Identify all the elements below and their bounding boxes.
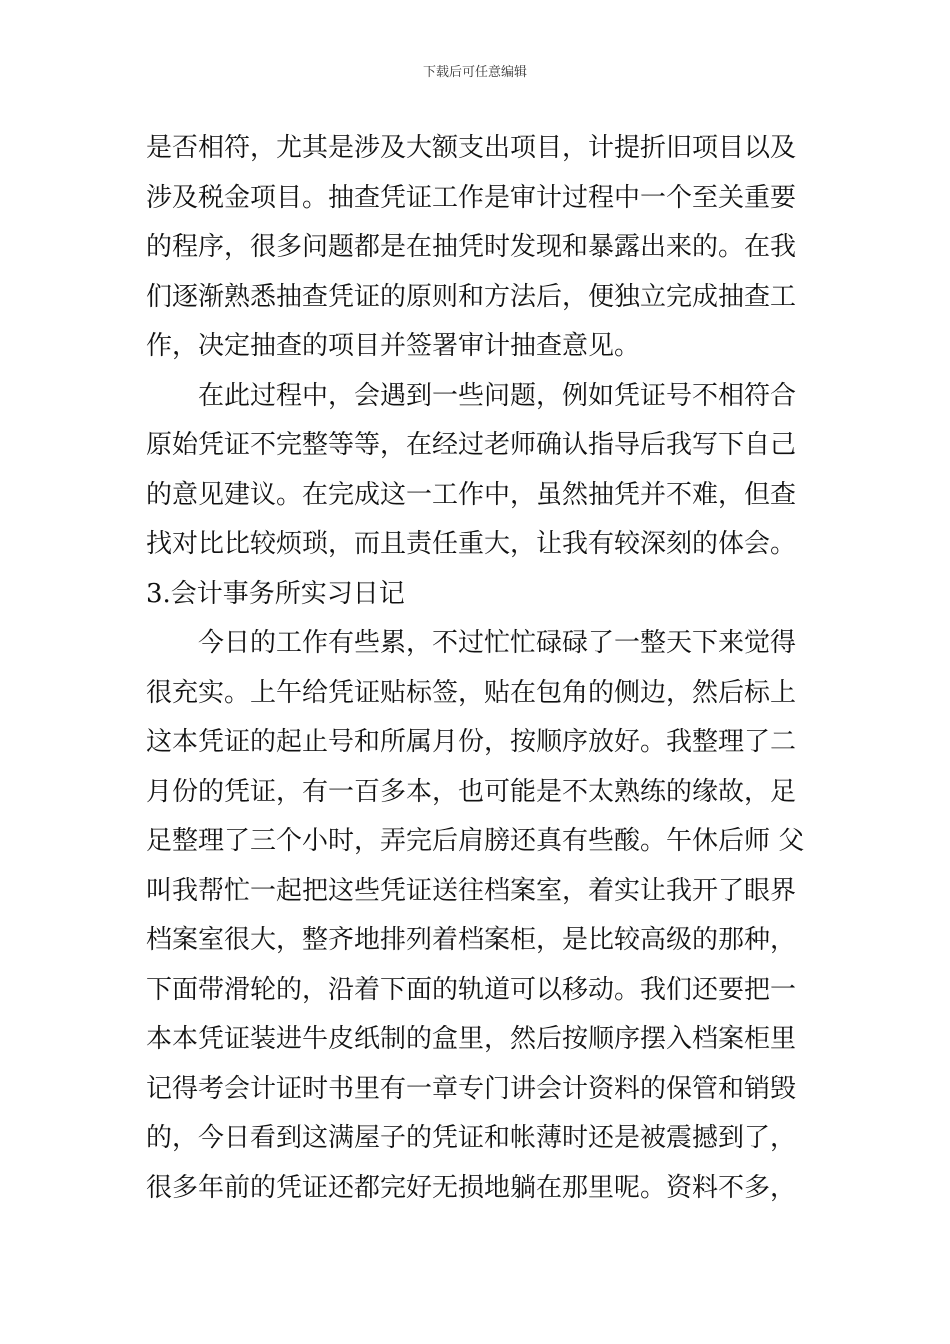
text-line: 月份的凭证，有一百多本，也可能是不太熟练的缘故，足	[146, 776, 797, 807]
text-line: 原始凭证不完整等等，在经过老师确认指导后我写下自己	[146, 430, 797, 460]
text-line: 是否相符，尤其是涉及大额支出项目，计提折旧项目以及	[146, 133, 797, 163]
text-line: 很多年前的凭证还都完好无损地躺在那里呢。资料不多，	[146, 1172, 797, 1203]
text-line: 作，决定抽查的项目并签署审计抽查意见。	[146, 331, 641, 361]
section-heading: 3.会计事务所实习日记	[146, 578, 405, 609]
text-line: 的程序，很多问题都是在抽凭时发现和暴露出来的。在我	[146, 232, 797, 262]
text-line: 的，今日看到这满屋子的凭证和帐薄时还是被震撼到了，	[146, 1123, 797, 1153]
text-line: 本本凭证装进牛皮纸制的盒里，然后按顺序摆入档案柜里	[146, 1024, 797, 1054]
text-line: 下面带滑轮的，沿着下面的轨道可以移动。我们还要把一	[146, 974, 797, 1005]
text-line: 记得考会计证时书里有一章专门讲会计资料的保管和销毁	[146, 1073, 797, 1104]
text-line: 找对比比较烦琐，而且责任重大，让我有较深刻的体会。	[146, 529, 797, 559]
page-header: 下载后可任意编辑	[422, 65, 527, 80]
text-line: 叫我帮忙一起把这些凭证送往档案室，着实让我开了眼界	[146, 875, 797, 906]
paragraph-first-line: 今日的工作有些累，不过忙忙碌碌了一整天下来觉得	[198, 628, 797, 658]
text-line: 涉及税金项目。抽查凭证工作是审计过程中一个至关重要	[146, 182, 797, 213]
text-line: 很充实。上午给凭证贴标签，贴在包角的侧边，然后标上	[146, 677, 797, 708]
document-body	[146, 124, 806, 1213]
paragraph-first-line: 在此过程中，会遇到一些问题，例如凭证号不相符合	[198, 380, 797, 411]
text-line: 们逐渐熟悉抽查凭证的原则和方法后，便独立完成抽查工	[146, 281, 797, 312]
text-line: 这本凭证的起止号和所属月份，按顺序放好。我整理了二	[146, 727, 797, 757]
text-line: 足整理了三个小时，弄完后肩膀还真有些酸。午休后师 父	[146, 826, 805, 856]
text-line: 档案室很大，整齐地排列着档案柜，是比较高级的那种，	[146, 925, 797, 955]
text-line: 的意见建议。在完成这一工作中，虽然抽凭并不难，但查	[146, 479, 797, 510]
